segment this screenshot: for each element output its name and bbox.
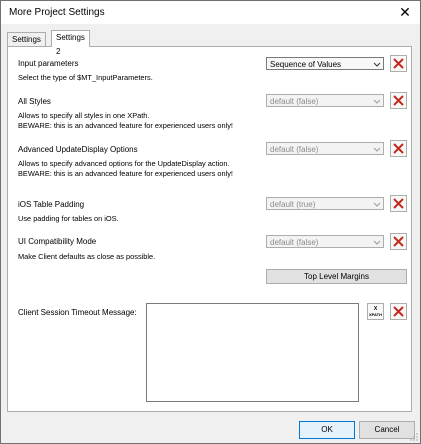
advanced-updatedisplay-delete-button[interactable] (390, 140, 407, 157)
all-styles-select[interactable] (266, 94, 384, 107)
client-session-delete-button[interactable] (390, 303, 407, 320)
ui-compatibility-select-value: default (false) (270, 238, 319, 247)
input-parameters-label: Input parameters (18, 59, 79, 68)
client-session-timeout-textarea[interactable] (146, 303, 359, 402)
cancel-button[interactable]: Cancel (359, 421, 415, 439)
all-styles-delete-button[interactable] (390, 92, 407, 109)
advanced-updatedisplay-label: Advanced UpdateDisplay Options (18, 145, 138, 154)
all-styles-select-value: default (false) (270, 97, 319, 106)
input-parameters-select[interactable] (266, 57, 384, 70)
input-parameters-delete-button[interactable] (390, 55, 407, 72)
all-styles-label: All Styles (18, 97, 51, 106)
ios-table-padding-description: Use padding for tables on iOS. (18, 214, 119, 223)
delete-x-icon (391, 304, 406, 319)
xpath-label: XPATH (369, 312, 382, 317)
chevron-down-icon (373, 95, 381, 108)
window-title: More Project Settings (9, 7, 105, 18)
chevron-down-icon (373, 58, 381, 71)
all-styles-description: Allows to specify all styles in one XPath. BEWARE: this is an advanced feature for experienced users only! (18, 111, 233, 130)
chevron-down-icon (373, 236, 381, 249)
ui-compatibility-label: UI Compatibility Mode (18, 237, 97, 246)
ui-compatibility-select[interactable] (266, 235, 384, 248)
resize-grip-icon[interactable] (410, 433, 418, 441)
delete-x-icon (391, 234, 406, 249)
client-session-timeout-label: Client Session Timeout Message: (18, 308, 137, 317)
xpath-x-glyph: X (373, 306, 378, 312)
top-level-margins-button[interactable]: Top Level Margins (266, 269, 407, 284)
ok-button[interactable]: OK (299, 421, 355, 439)
tab-settings-1[interactable]: Settings (7, 32, 46, 47)
chevron-down-icon (373, 198, 381, 211)
delete-x-icon (391, 141, 406, 156)
input-parameters-description: Select the type of $MT_InputParameters. (18, 73, 153, 82)
close-icon[interactable]: ✕ (399, 4, 411, 20)
tab-settings-2[interactable]: Settings 2 (51, 30, 90, 47)
ios-table-padding-delete-button[interactable] (390, 195, 407, 212)
ios-table-padding-select-value: default (true) (270, 200, 316, 209)
delete-x-icon (391, 56, 406, 71)
delete-x-icon (391, 93, 406, 108)
delete-x-icon (391, 196, 406, 211)
settings-panel (7, 46, 412, 412)
advanced-updatedisplay-select-value: default (false) (270, 145, 319, 154)
ui-compatibility-delete-button[interactable] (390, 233, 407, 250)
ui-compatibility-description: Make Client defaults as close as possible. (18, 252, 156, 261)
chevron-down-icon (373, 143, 381, 156)
xpath-button[interactable] (367, 303, 384, 320)
ios-table-padding-select[interactable] (266, 197, 384, 210)
input-parameters-select-value: Sequence of Values (270, 60, 342, 69)
advanced-updatedisplay-select[interactable] (266, 142, 384, 155)
advanced-updatedisplay-description: Allows to specify advanced options for the UpdateDisplay action. BEWARE: this is an advanced feature for experienced users only! (18, 159, 233, 178)
title-bar (1, 1, 420, 24)
ios-table-padding-label: iOS Table Padding (18, 200, 85, 209)
